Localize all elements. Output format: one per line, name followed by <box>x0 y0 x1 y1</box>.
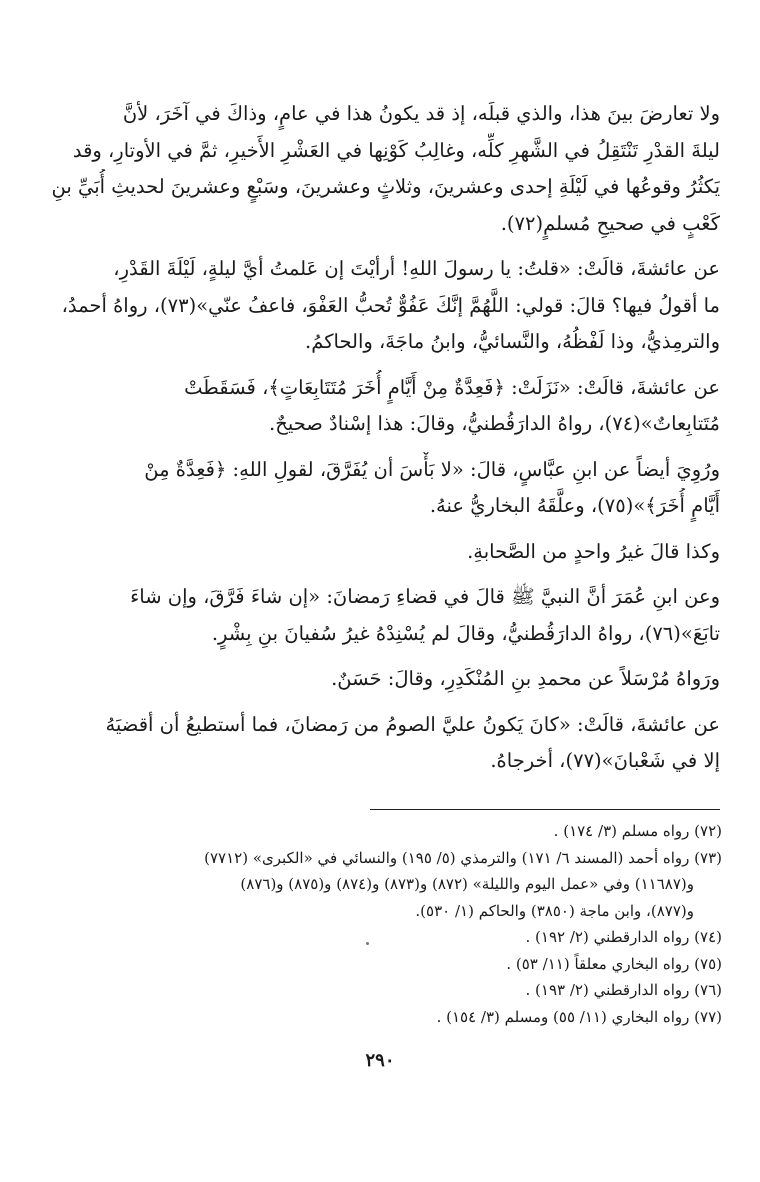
main-text <box>40 96 720 780</box>
text-line: كَعْبٍ في صحيحِ مُسلمٍ(٧٢). <box>500 211 720 235</box>
text-line: وكذا قالَ غيرُ واحدٍ من الصَّحابةِ. <box>467 539 720 563</box>
text-line: عن عائشةَ، قالَتْ: «نَزَلَتْ: ﴿فَعِدَّةٌ مِنْ أَيَّامٍ أُخَرَ مُتَتَابِعَاتٍ﴾، فَسَقَطَتْ <box>184 375 720 399</box>
text-line: تابَعَ»(٧٦)، رواهُ الدارَقُطنيُّ، وقالَ لم يُسْنِدْهُ غيرُ سُفيانَ بنِ بِشْرٍ. <box>211 621 720 645</box>
text-line: وعن ابنِ عُمَرَ أنَّ النبيَّ ﷺ قالَ في قضاءِ رَمضانَ: «إن شاءَ فَرَّقَ، وإن شاءَ <box>130 585 720 608</box>
footnote-77: (٧٧) رواه البخاري (١١/ ٥٥) ومسلم (٣/ ١٥٤) . <box>436 1007 722 1026</box>
paragraph-4 <box>40 452 720 525</box>
text-line: ورَواهُ مُرْسَلاً عن محمدِ بنِ المُنْكَدِرِ، وقالَ: حَسَنٌ. <box>331 667 720 690</box>
text-line: ليلةَ القدْرِ تَنْتَقِلُ في الشَّهرِ كلِّه، وغالِبُ كَوْنِها في العَشْرِ الأَخيرِ، ثمَّ في الأوتارِ، وقد <box>72 138 720 162</box>
print-speck <box>366 942 369 945</box>
text-line: ما أقولُ فيها؟ قالَ: قولي: اللَّهُمَّ إنَّكَ عَفُوٌّ تُحبُّ العَفْوَ، فاعفُ عنّي»(٧٣)، رواهُ أحمدُ، <box>61 293 720 317</box>
footnote-76: (٧٦) رواه الدارقطني (٢/ ١٩٣) . <box>525 981 722 999</box>
text-line: إلا في شَعْبانَ»(٧٧)، أخرجاهُ. <box>490 749 720 772</box>
text-line: عن عائشةَ، قالَتْ: «كانَ يَكونُ عليَّ الصومُ من رَمضانَ، فما أستطيعُ أن أقضيَهُ <box>105 712 720 736</box>
paragraph-1 <box>40 96 720 242</box>
footnote-74: (٧٤) رواه الدارقطني (٢/ ١٩٢) . <box>525 928 722 946</box>
text-line: ورُوِيَ أيضاً عن ابنِ عبَّاسٍ، قالَ: «لا بَأْسَ أن يُفَرَّقَ، لقولِ اللهِ: ﴿فَعِدَّةٌ مِنْ <box>144 457 720 481</box>
page-number: ٢٩٠ <box>365 1050 395 1071</box>
paragraph-6 <box>40 579 720 652</box>
footnote-75: (٧٥) رواه البخاري معلقاً (١١/ ٥٣) . <box>506 954 722 973</box>
paragraph-8 <box>40 707 720 780</box>
paragraph-2 <box>40 251 720 361</box>
footnotes <box>40 818 722 1030</box>
text-line: ولا تعارضَ بينَ هذا، والذي قبلَه، إذ قد يكونُ هذا في عامٍ، وذاكَ في آخَرَ، لأنَّ <box>122 102 720 125</box>
text-line: مُتَتابِعاتٌ»(٧٤)، رواهُ الدارَقُطنيُّ، وقالَ: هذا إسْنادٌ صحيحٌ. <box>269 412 720 435</box>
text-line: أَيَّامٍ أُخَرَ﴾»(٧٥)، وعلَّقَهُ البخاريُّ عنهُ. <box>429 494 720 517</box>
footnote-72: (٧٢) رواه مسلم (٣/ ١٧٤) . <box>553 822 722 840</box>
text-line: والترمِذيُّ، وذا لَفْظُهُ، والنَّسائيُّ، وابنُ ماجَةَ، والحاكمُ. <box>305 330 720 353</box>
paragraph-3 <box>40 370 720 443</box>
footnote-73: (٧٣) رواه أحمد (المسند ٦/ ١٧١) والترمذي (٥/ ١٩٥) والنسائي في «الكبرى» (٧٧١٢) <box>204 848 722 867</box>
text-line: عن عائشةَ، قالَتْ: «قلتُ: يا رسولَ اللهِ! أرأيْتَ إن عَلمتُ أيَّ ليلةٍ، لَيْلَةَ القَدْرِ، <box>113 257 720 280</box>
footnote-73-continued: و(٨٧٧)، وابن ماجة (٣٨٥٠) والحاكم (١/ ٥٣٠). <box>415 901 694 920</box>
paragraph-7 <box>40 661 720 698</box>
footnote-73-continued: و(١١٦٨٧) وفي «عمل اليوم والليلة» (٨٧٢) و(٨٧٣) و(٨٧٤) و(٨٧٥) و(٨٧٦) <box>240 875 694 893</box>
footnote-separator <box>370 809 720 810</box>
paragraph-5 <box>40 534 720 571</box>
text-line: يَكثُرُ وقوعُها في لَيْلَةِ إحدى وعشرينَ، وثلاثٍ وعشرينَ، وسَبْعٍ وعشرينَ لحديثِ أُبَيِّ بنِ <box>51 175 720 198</box>
